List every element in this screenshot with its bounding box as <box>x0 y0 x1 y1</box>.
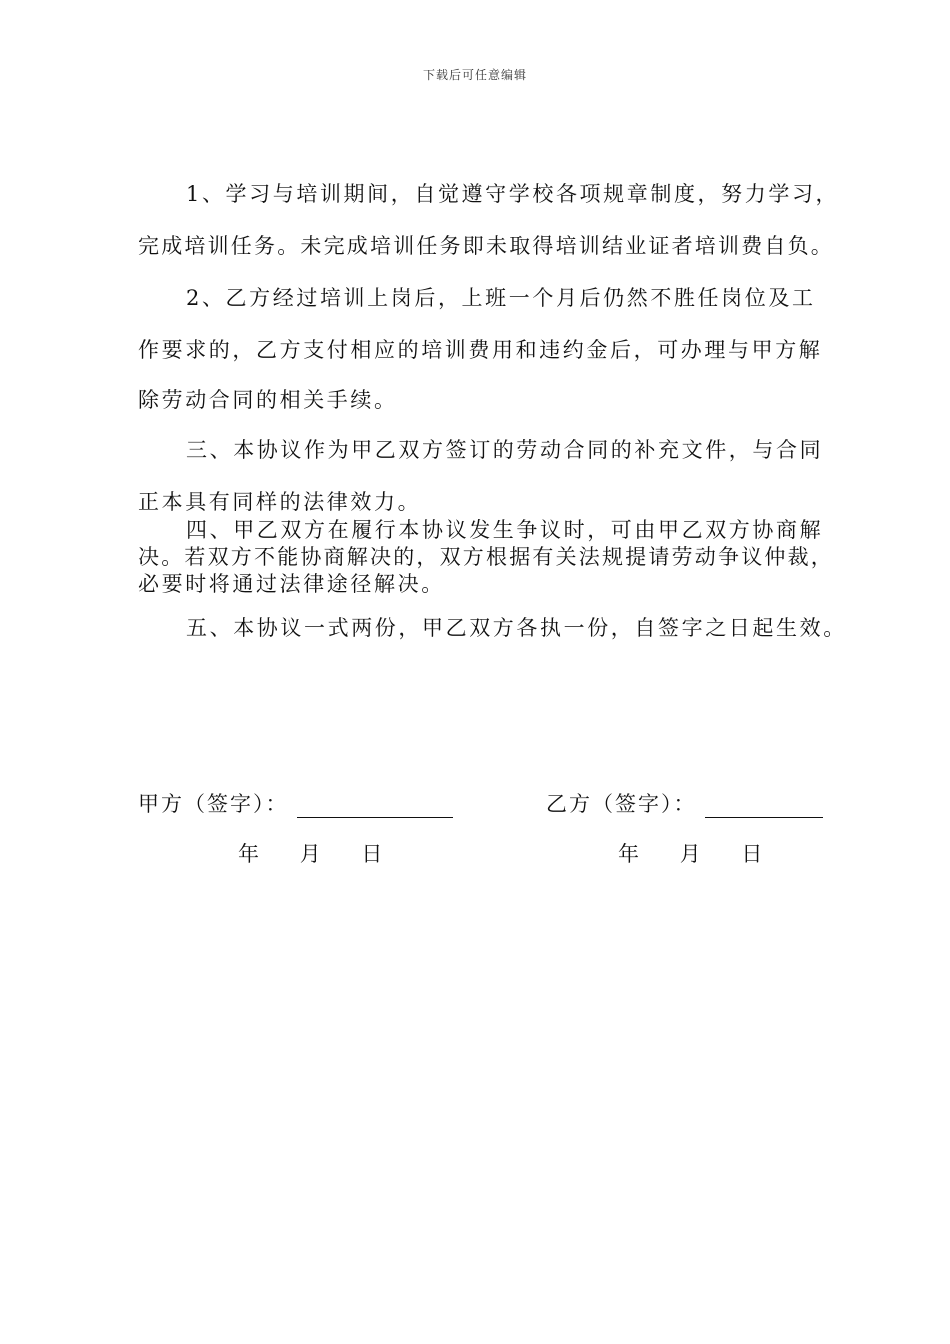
party-a-month: 月 <box>299 842 321 866</box>
party-a-year: 年 <box>238 842 259 866</box>
clause-5-line-1: 五、本协议一式两份，甲乙双方各执一份，自签字之日起生效。 <box>186 616 847 640</box>
party-b-label: 乙方（签字）： <box>546 792 697 816</box>
party-a-signature-line[interactable] <box>297 795 453 818</box>
clause-2-line-3: 除劳动合同的相关手续。 <box>138 388 398 412</box>
party-a-date <box>238 838 382 868</box>
party-b-signature <box>546 788 823 818</box>
clause-3-line-2: 正本具有同样的法律效力。 <box>138 490 422 514</box>
clause-3-line-1: 三、本协议作为甲乙双方签订的劳动合同的补充文件，与合同 <box>186 438 824 462</box>
clause-4-line-2: 决。若双方不能协商解决的，双方根据有关法规提请劳动争议仲裁， <box>138 545 834 569</box>
party-a-signature <box>138 788 453 818</box>
header-note: 下载后可任意编辑 <box>422 68 527 82</box>
clause-4-line-1: 四、甲乙双方在履行本协议发生争议时，可由甲乙双方协商解 <box>186 518 824 542</box>
party-b-signature-line[interactable] <box>705 795 823 818</box>
party-b-month: 月 <box>679 842 701 866</box>
party-a-label: 甲方（签字）： <box>138 792 289 816</box>
party-a-day: 日 <box>361 842 383 866</box>
clause-2-line-2: 作要求的，乙方支付相应的培训费用和违约金后，可办理与甲方解 <box>138 338 823 362</box>
clause-4-line-3: 必要时将通过法律途径解决。 <box>138 572 445 596</box>
party-b-date <box>618 838 762 868</box>
party-b-day: 日 <box>741 842 763 866</box>
clause-1-line-1: 1、学习与培训期间，自觉遵守学校各项规章制度，努力学习， <box>186 182 840 206</box>
clause-1-line-2: 完成培训任务。未完成培训任务即未取得培训结业证者培训费自负。 <box>138 234 834 258</box>
party-b-year: 年 <box>618 842 639 866</box>
clause-2-line-1: 2、乙方经过培训上岗后，上班一个月后仍然不胜任岗位及工 <box>186 286 816 310</box>
